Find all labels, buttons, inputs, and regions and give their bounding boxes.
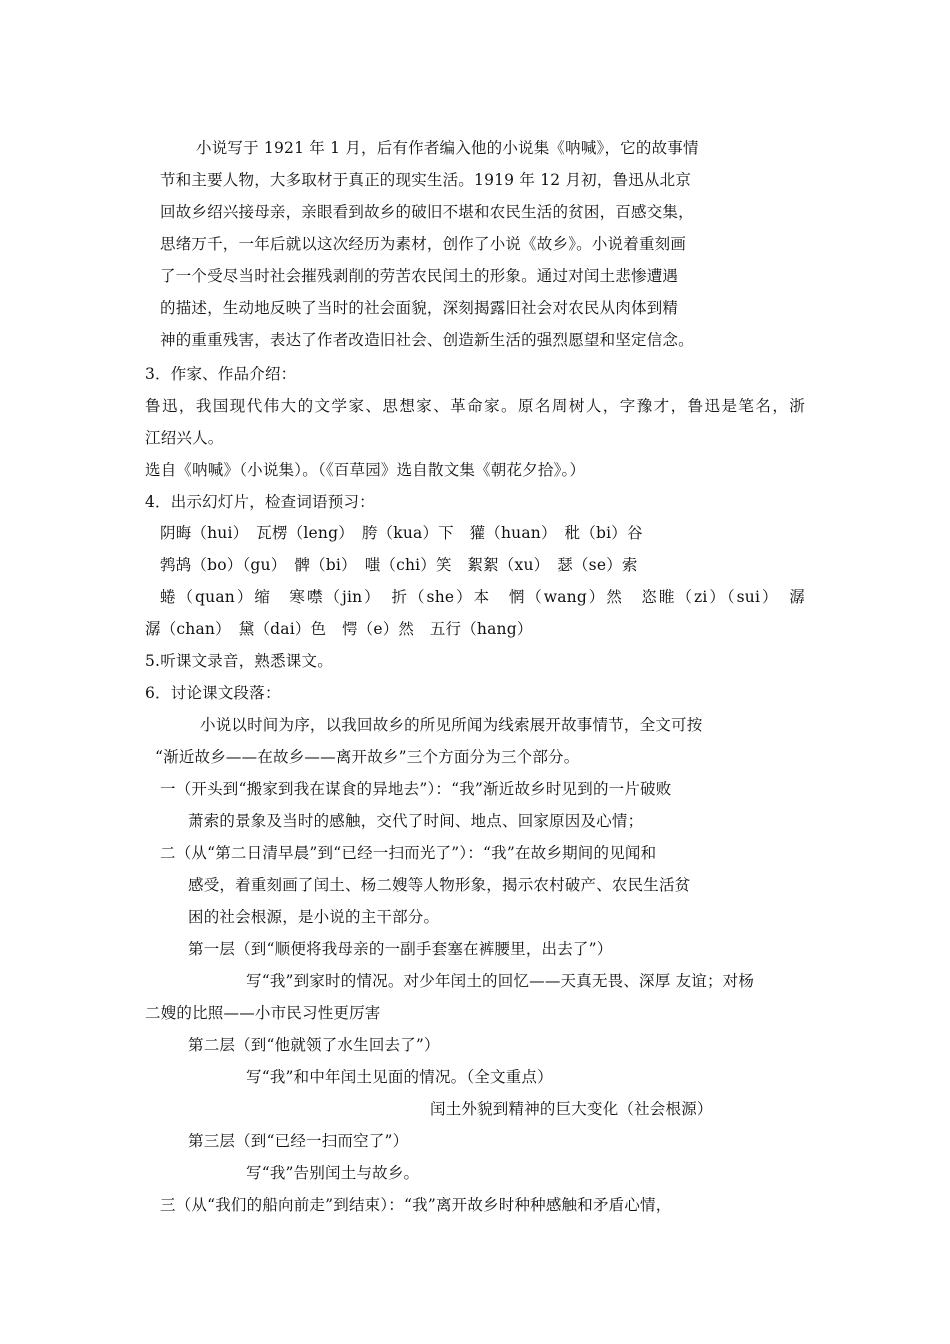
text-line: 第三层（到“已经一扫而空了”）: [188, 1132, 409, 1150]
text-line: 小说以时间为序，以我回故乡的所见所闻为线索展开故事情节，全文可按: [200, 716, 703, 734]
section-heading: 6．讨论课文段落：: [145, 684, 281, 702]
text-line: 节和主要人物，大多取材于真正的现实生活。1919 年 12 月初，鲁迅从北京: [160, 171, 692, 189]
text-line: 思绪万千，一年后就以这次经历为素材，创作了小说《故乡》。小说着重刻画: [160, 235, 687, 253]
vocab-line: 鹁鸪（bo）（gu） 髀（bi） 嗤（chi）笑 絮絮（xu） 瑟（se）索: [160, 556, 638, 574]
text-line: 神的重重残害，表达了作者改造旧社会、创造新生活的强烈愿望和坚定信念。: [160, 331, 694, 349]
text-line: 写“我”和中年闰土见面的情况。（全文重点）: [246, 1068, 553, 1086]
text-line: 第二层（到“他就领了水生回去了”）: [188, 1036, 440, 1054]
text-line: 选自《呐喊》（小说集）。（《百草园》选自散文集《朝花夕拾》。）: [145, 461, 586, 479]
text-line: 三（从“我们的船向前走”到结束）：“我”离开故乡时种种感触和矛盾心情，: [160, 1196, 672, 1214]
section-heading: 3．作家、作品介绍：: [145, 365, 297, 383]
text-line: 困的社会根源，是小说的主干部分。: [188, 908, 440, 926]
text-line: 闰土外貌到精神的巨大变化（社会根源）: [430, 1100, 713, 1118]
text-line: 了一个受尽当时社会摧残剥削的劳苦农民闰土的形象。通过对闰土悲惨遭遇: [160, 267, 679, 285]
text-line: 回故乡绍兴接母亲，亲眼看到故乡的破旧不堪和农民生活的贫困，百感交集，: [160, 203, 694, 221]
text-line: 二嫂的比照——小市民习性更厉害: [145, 1004, 381, 1022]
text-line: “渐近故乡——在故乡——离开故乡”三个方面分为三个部分。: [155, 748, 580, 766]
text-line: 写“我”告别闰土与故乡。: [246, 1164, 420, 1182]
text-line: 小说写于 1921 年 1 月，后有作者编入他的小说集《呐喊》，它的故事情: [196, 139, 699, 157]
section-heading: 4．出示幻灯片，检查词语预习：: [145, 493, 375, 511]
vocab-line: 蜷（quan）缩 寒噤（jin） 折（she）本 惘（wang）然 恣睢（zi）（sui） 潺: [160, 588, 805, 606]
vocab-line: 潺（chan） 黛（dai）色 愕（e）然 五行（hang）: [145, 620, 533, 638]
text-line: 一（开头到“搬家到我在谋食的异地去”）：“我”渐近故乡时见到的一片破败: [160, 780, 672, 798]
text-line: 江绍兴人。: [145, 429, 224, 447]
text-line: 的描述，生动地反映了当时的社会面貌，深刻揭露旧社会对农民从肉体到精: [160, 299, 679, 317]
text-line: 萧索的景象及当时的感触，交代了时间、地点、回家原因及心情；: [188, 812, 644, 830]
text-line: 第一层（到“顺便将我母亲的一副手套塞在裤腰里，出去了”）: [188, 940, 613, 958]
text-line: 二（从“第二日清早晨”到“已经一扫而光了”）：“我”在故乡期间的见闻和: [160, 844, 657, 862]
text-line: 鲁迅，我国现代伟大的文学家、思想家、革命家。原名周树人，字豫才，鲁迅是笔名，浙: [145, 397, 805, 415]
text-line: 感受，着重刻画了闰土、杨二嫂等人物形象，揭示农村破产、农民生活贫: [188, 876, 691, 894]
vocab-line: 阴晦（hui） 瓦楞（leng） 胯（kua）下 獾（huan） 秕（bi）谷: [160, 524, 643, 542]
text-line: 写“我”到家时的情况。对少年闰土的回忆——天真无畏、深厚 友谊；对杨: [246, 972, 755, 990]
section-heading: 5.听课文录音，熟悉课文。: [145, 652, 333, 670]
